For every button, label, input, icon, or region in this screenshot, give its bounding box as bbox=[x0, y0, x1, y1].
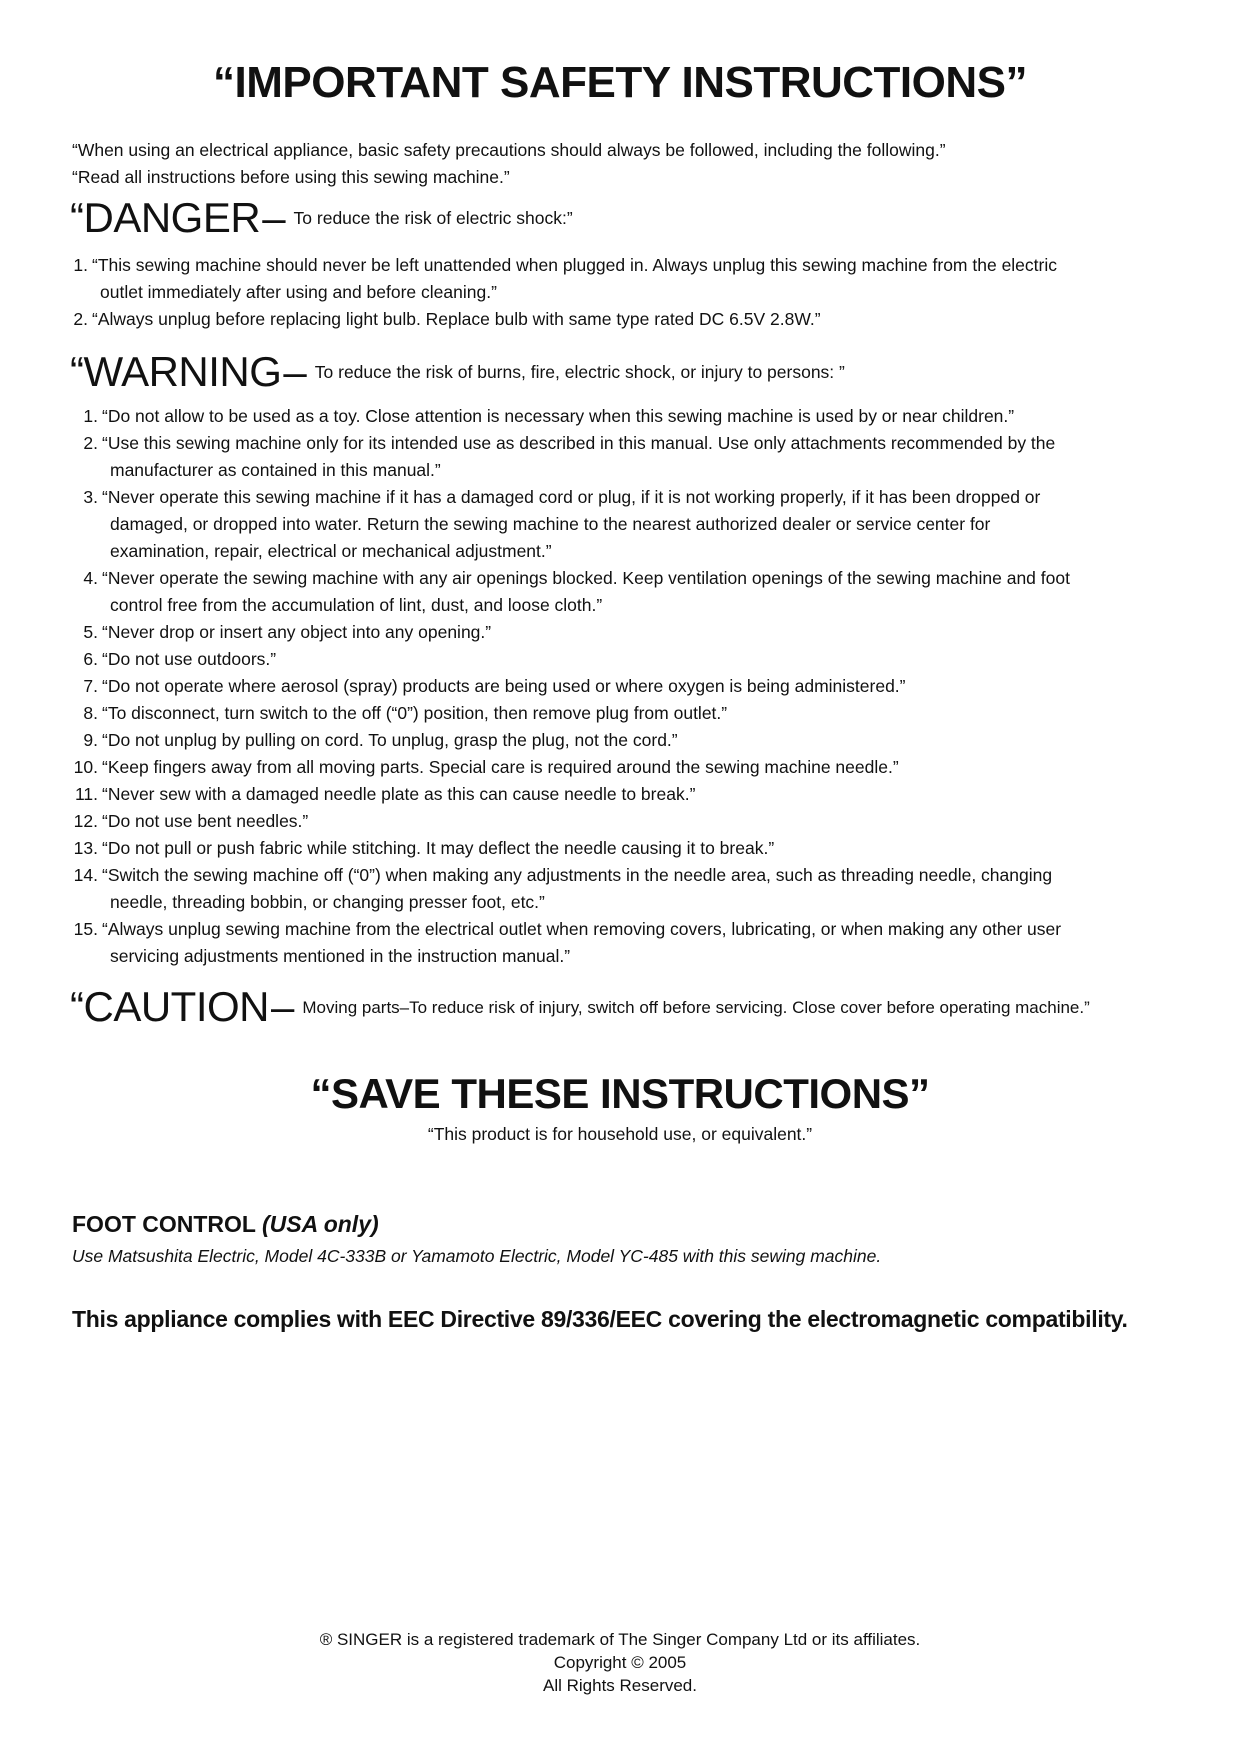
list-item bbox=[70, 565, 1070, 619]
caution-heading bbox=[70, 983, 1090, 1031]
list-item-number: 5. bbox=[83, 622, 98, 642]
list-item-line: “Use this sewing machine only for its intended use as described in this manual. Use only attachments recommended by the bbox=[102, 433, 1056, 453]
intro-line: “Read all instructions before using this sewing machine.” bbox=[72, 167, 510, 187]
list-item-number: 10. bbox=[73, 757, 98, 777]
list-item-line: outlet immediately after using and before cleaning.” bbox=[100, 282, 497, 302]
intro-block bbox=[72, 137, 946, 191]
list-item-number: 1. bbox=[73, 255, 88, 275]
list-item-number: 14. bbox=[73, 865, 98, 885]
danger-list bbox=[70, 252, 1057, 333]
warning-list bbox=[70, 403, 1070, 970]
eec-statement: This appliance complies with EEC Directive 89/336/EEC covering the electromagnetic compatibility. bbox=[72, 1306, 1128, 1332]
list-item bbox=[70, 727, 1070, 754]
warning-word: “WARNING bbox=[70, 348, 282, 395]
list-item-line: “Do not operate where aerosol (spray) products are being used or where oxygen is being administered.” bbox=[102, 676, 906, 696]
list-item-line: “Always unplug sewing machine from the electrical outlet when removing covers, lubricating, or when making any other user bbox=[102, 919, 1062, 939]
list-item bbox=[70, 835, 1070, 862]
list-item bbox=[70, 403, 1070, 430]
list-item-line: “To disconnect, turn switch to the off (“0”) position, then remove plug from outlet.” bbox=[102, 703, 728, 723]
page-title: “IMPORTANT SAFETY INSTRUCTIONS” bbox=[213, 58, 1027, 107]
list-item-number: 6. bbox=[83, 649, 98, 669]
list-item-line: “This sewing machine should never be left unattended when plugged in. Always unplug this sewing machine from the electric bbox=[92, 255, 1057, 275]
danger-heading bbox=[70, 194, 573, 242]
list-item bbox=[70, 673, 1070, 700]
list-item bbox=[70, 862, 1070, 916]
list-item-line: control free from the accumulation of lint, dust, and loose cloth.” bbox=[110, 595, 603, 615]
foot-control-heading bbox=[72, 1211, 379, 1238]
list-item-number: 15. bbox=[73, 919, 98, 939]
save-title: “SAVE THESE INSTRUCTIONS” bbox=[310, 1070, 930, 1117]
list-item bbox=[70, 754, 1070, 781]
list-item-number: 3. bbox=[83, 487, 98, 507]
list-item-line: “Keep fingers away from all moving parts. Special care is required around the sewing machine needle.” bbox=[102, 757, 899, 777]
list-item-line: “Do not use bent needles.” bbox=[102, 811, 309, 831]
list-item-number: 2. bbox=[73, 309, 88, 329]
list-item-line: “Never drop or insert any object into any opening.” bbox=[102, 622, 492, 642]
list-item bbox=[70, 252, 1057, 306]
caution-dash: – bbox=[271, 983, 295, 1030]
list-item-number: 12. bbox=[73, 811, 98, 831]
list-item-line: damaged, or dropped into water. Return the sewing machine to the nearest authorized dealer or service center for bbox=[110, 514, 991, 534]
warning-subtitle: To reduce the risk of burns, fire, electric shock, or injury to persons: ” bbox=[314, 362, 845, 382]
list-item bbox=[70, 781, 1070, 808]
list-item-line: “Always unplug before replacing light bulb. Replace bulb with same type rated DC 6.5V 2.8W.” bbox=[92, 309, 821, 329]
copyright-line: Copyright © 2005 bbox=[553, 1653, 687, 1672]
list-item-number: 8. bbox=[83, 703, 98, 723]
list-item-line: “Do not unplug by pulling on cord. To unplug, grasp the plug, not the cord.” bbox=[102, 730, 678, 750]
list-item bbox=[70, 700, 1070, 727]
list-item-number: 2. bbox=[83, 433, 98, 453]
trademark-line: ® SINGER is a registered trademark of The Singer Company Ltd or its affiliates. bbox=[319, 1630, 921, 1649]
danger-word: “DANGER bbox=[70, 194, 261, 241]
list-item bbox=[70, 916, 1070, 970]
list-item-line: needle, threading bobbin, or changing presser foot, etc.” bbox=[110, 892, 545, 912]
warning-heading bbox=[70, 348, 845, 396]
list-item-number: 13. bbox=[73, 838, 98, 858]
warning-dash: – bbox=[283, 348, 307, 395]
list-item-line: “Do not use outdoors.” bbox=[102, 649, 277, 669]
list-item-line: examination, repair, electrical or mechanical adjustment.” bbox=[110, 541, 552, 561]
caution-word: “CAUTION bbox=[70, 983, 269, 1030]
list-item bbox=[70, 430, 1070, 484]
foot-control-text: Use Matsushita Electric, Model 4C-333B or Yamamoto Electric, Model YC-485 with this sewing machine. bbox=[72, 1246, 882, 1266]
list-item bbox=[70, 484, 1070, 565]
list-item-number: 4. bbox=[83, 568, 98, 588]
list-item-line: servicing adjustments mentioned in the instruction manual.” bbox=[110, 946, 571, 966]
rights-line: All Rights Reserved. bbox=[542, 1676, 697, 1695]
list-item-line: “Do not allow to be used as a toy. Close attention is necessary when this sewing machine is used by or near children.” bbox=[102, 406, 1015, 426]
list-item-line: “Never sew with a damaged needle plate as this can cause needle to break.” bbox=[102, 784, 696, 804]
list-item-line: “Never operate this sewing machine if it has a damaged cord or plug, if it is not working properly, if it has been dropped or bbox=[102, 487, 1041, 507]
footer bbox=[0, 1628, 1240, 1697]
list-item-line: “Never operate the sewing machine with any air openings blocked. Keep ventilation openings of the sewing machine and foot bbox=[102, 568, 1070, 588]
list-item-number: 1. bbox=[83, 406, 98, 426]
save-subtitle: “This product is for household use, or equivalent.” bbox=[427, 1124, 813, 1144]
danger-dash: – bbox=[262, 194, 286, 241]
intro-line: “When using an electrical appliance, basic safety precautions should always be followed, including the following.” bbox=[72, 140, 946, 160]
list-item-number: 9. bbox=[83, 730, 98, 750]
list-item-line: “Switch the sewing machine off (“0”) when making any adjustments in the needle area, such as threading needle, changing bbox=[102, 865, 1053, 885]
list-item-number: 7. bbox=[83, 676, 98, 696]
list-item-number: 11. bbox=[74, 784, 98, 804]
caution-subtitle: Moving parts–To reduce risk of injury, switch off before servicing. Close cover before operating machine.” bbox=[302, 998, 1090, 1017]
list-item bbox=[70, 808, 1070, 835]
foot-control-title: FOOT CONTROL bbox=[72, 1211, 256, 1237]
list-item-line: manufacturer as contained in this manual.” bbox=[110, 460, 441, 480]
list-item-line: “Do not pull or push fabric while stitching. It may deflect the needle causing it to break.” bbox=[102, 838, 775, 858]
list-item bbox=[70, 646, 1070, 673]
list-item bbox=[70, 306, 1057, 333]
danger-subtitle: To reduce the risk of electric shock:” bbox=[293, 208, 573, 228]
list-item bbox=[70, 619, 1070, 646]
foot-control-region: (USA only) bbox=[261, 1211, 379, 1237]
